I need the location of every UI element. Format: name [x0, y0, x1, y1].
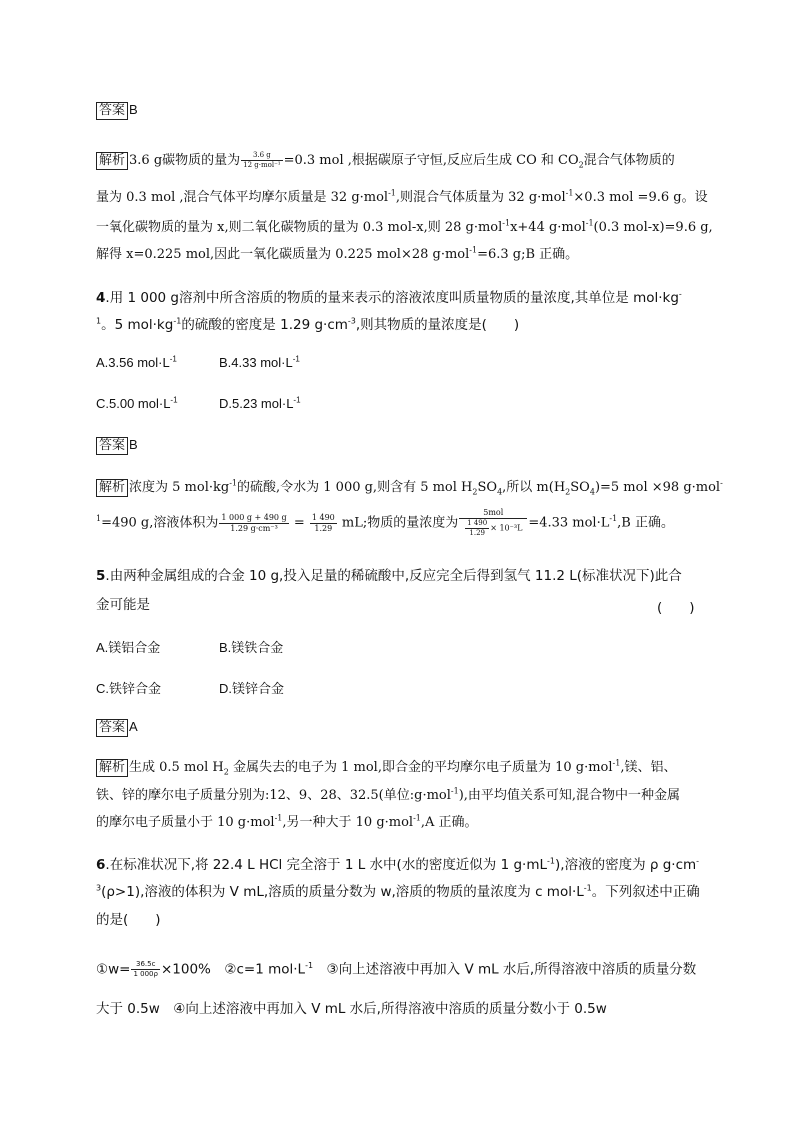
analysis-text: =490 g,溶液体积为	[101, 515, 219, 531]
statement-text: ③向上述溶液中再加入 V mL 水后,所得溶液中溶质的质量分数	[313, 961, 697, 978]
question-6-stem-line1: 6.在标准状况下,将 22.4 L HCl 完全溶于 1 L 水中(水的密度近似为 1 $g\cdot mL^{-1}$),溶液的密度为 ρ g·cm-	[96, 856, 700, 873]
option-a[interactable]: A.3.56 $mol\cdot L^{-1}$	[96, 354, 177, 370]
answer-label: 答案	[96, 437, 128, 455]
question-text: 的是( )	[96, 912, 161, 928]
fraction-numerator: 36.5c	[131, 960, 159, 970]
fraction-nested	[459, 508, 527, 538]
analysis-text: 浓度为 5 mol·kg	[129, 480, 230, 495]
analysis-text: ,所以 m(H	[502, 480, 566, 495]
analysis-text: SO	[477, 480, 498, 495]
analysis-text: (0.3 mol-x)=9.6 g,	[593, 220, 713, 235]
analysis-text: 混合气体物质的	[583, 153, 675, 168]
question-4-stem-line2: $^1$。5 $mol\cdot kg^{-1}$的硫酸的密度是 1.29 $g\cdot cm^{-3}$,则其物质的量浓度是( )	[96, 316, 520, 333]
answer-row-q3	[96, 101, 138, 120]
answer-row-q4	[96, 436, 138, 455]
question-6-statements-line2	[96, 1000, 607, 1018]
analysis-text: 一氧化碳物质的量为 x,则二氧化碳物质的量为 0.3 mol-x,则 28 g·mol	[96, 220, 503, 235]
question-text: (ρ>1),溶液的体积为 V mL,溶质的质量分数为 w,溶质的物质的量浓度为 c mol·L	[101, 884, 584, 900]
analysis-row-q4-line1: 解析 浓度为 5 $mol\cdot kg^{-1}$的硫酸,令水为 1 000 g,则含有 5 mol $H_2SO_4$,所以 $m(H_2SO_4)=5$ mol ×98 g·mol-	[96, 479, 723, 497]
analysis-text: 3.6 g碳物质的量为	[129, 153, 241, 168]
analysis-text: ×0.3 mol =9.6 g。设	[573, 190, 708, 205]
analysis-text: ,A 正确。	[420, 815, 478, 830]
option-d[interactable]: D.镁锌合金	[219, 681, 285, 696]
option-c[interactable]: C.5.00 $mol\cdot L^{-1}$	[96, 395, 178, 411]
question-4-stem-line1: 4.用 1 000 g溶剂中所含溶质的物质的量来表示的溶液浓度叫质量物质的量浓度,其单位是 mol·kg-	[96, 289, 682, 306]
answer-label: 答案	[96, 719, 128, 737]
analysis-text: 的摩尔电子质量小于 10 g·mol	[96, 815, 275, 830]
question-6-stem-line2: $^3$(ρ>1),溶液的体积为 V mL,溶质的质量分数为 w,溶质的物质的量浓度为 c $mol\cdot L^{-1}$。下列叙述中正确	[96, 883, 700, 900]
analysis-label: 解析	[96, 759, 128, 777]
answer-value: B	[129, 102, 138, 117]
analysis-text: 金属失去的电子为 1 mol,即合金的平均摩尔电子质量为 10 g·mol	[228, 760, 613, 775]
analysis-q3-line2: 量为 0.3 mol ,混合气体平均摩尔质量是 32 g·mol$^{-1}$,则混合气体质量为 32 g·mol$^{-1}$×0.3 mol =9.6 g。设	[96, 188, 708, 205]
analysis-text: x+44 g·mol	[510, 220, 586, 235]
answer-row-q5	[96, 718, 138, 737]
analysis-text: )=5 mol ×98 g·mol	[594, 480, 721, 495]
question-number: 6	[96, 857, 106, 873]
fraction-tail: × 10⁻³L	[490, 523, 523, 533]
fraction	[310, 513, 337, 534]
fraction-numerator: 1 490	[311, 512, 335, 522]
analysis-text: ,镁、铝、	[620, 760, 677, 775]
answer-blank: ( )	[657, 600, 695, 616]
fraction-numerator: 1 000 g + 490 g	[221, 512, 287, 522]
analysis-text: ,另一种大于 10 g·mol	[282, 815, 414, 830]
analysis-row-q3-line1: 解析 3.6 g碳物质的量为 $\frac{3.6 g}{\text{12 g·mol⁻¹}}$ =0.3 mol ,根据碳原子守恒,反应后生成 CO 和 $CO_2$混合气体物质的	[96, 151, 675, 170]
fraction	[219, 513, 288, 534]
analysis-text: =4.33 mol·L	[528, 515, 610, 531]
analysis-q5-line3: 的摩尔电子质量小于 10 g·mol$^{-1}$,另一种大于 10 g·mol$^{-1}$,A 正确。	[96, 813, 478, 830]
question-5-stem-line2	[96, 596, 150, 614]
question-text: ,则其物质的量浓度是( )	[355, 317, 520, 333]
statement-text: ×100% ②c=1 mol·L	[160, 961, 306, 978]
analysis-q3-line3: 一氧化碳物质的量为 x,则二氧化碳物质的量为 0.3 mol-x,则 28 g·mol$^{-1}$x+44 g·mol$^{-1}$(0.3 mol-x)=9.6 g,	[96, 218, 713, 235]
statement-text: ①w=	[96, 961, 131, 978]
option-text: B.4.33 mol·L	[219, 355, 293, 370]
analysis-text: =0.3 mol ,根据碳原子守恒,反应后生成 CO 和 CO	[283, 153, 579, 168]
option-d[interactable]: D.5.23 $mol\cdot L^{-1}$	[219, 395, 301, 411]
fraction-denominator: 1.29	[314, 523, 333, 533]
answer-value: B	[129, 437, 138, 452]
question-5-stem-line1	[96, 567, 682, 585]
fraction	[241, 151, 282, 170]
fraction-denominator: 1.29	[469, 529, 485, 537]
analysis-q5-line2: 铁、锌的摩尔电子质量分别为:12、9、28、32.5(单位:g·mol$^{-1}$),由平均值关系可知,混合物中一种金属	[96, 786, 681, 803]
fraction-denominator: 1.29 g·cm⁻³	[230, 523, 278, 533]
statement-text: 大于 0.5w ④向上述溶液中再加入 V mL 水后,所得溶液中溶质的质量分数小于 0.5w	[96, 1001, 607, 1017]
analysis-text: 铁、锌的摩尔电子质量分别为:12、9、28、32.5(单位:g·mol	[96, 788, 451, 803]
option-text: A.3.56 mol·L	[96, 355, 170, 370]
analysis-q4-line2: $^1$=490 g,溶液体积为 $\frac{1 000 g + 490 g}{\text{1.29 g·cm⁻³}}$ = $\frac{1 490}{1.29}$ mL;物质的量浓度为 5mol $\frac{1 490}{1.29}$ × 10⁻³L =4.33 $mol\cdot L^{-1},B$ 正确。	[96, 508, 674, 537]
fraction-numerator: 3.6 g	[241, 151, 282, 161]
option-text: D.5.23 mol·L	[219, 396, 294, 411]
fraction-denominator	[459, 519, 527, 538]
fraction-denominator: 1 000ρ	[133, 970, 158, 978]
option-text: C.5.00 mol·L	[96, 396, 171, 411]
question-number: 5	[96, 568, 106, 584]
question-text: 金可能是	[96, 597, 150, 613]
analysis-text: 的硫酸,令水为 1 000 g,则含有 5 mol H	[237, 480, 473, 495]
answer-value: A	[129, 719, 138, 734]
fraction-numerator: 1 490	[467, 519, 488, 527]
option-c[interactable]: C.铁锌合金	[96, 681, 162, 696]
question-6-stem-line3	[96, 911, 161, 929]
analysis-text: mL;物质的量浓度为	[341, 515, 459, 531]
question-text: ),溶液的密度为 ρ g·cm	[555, 857, 697, 873]
question-text: 的硫酸的密度是 1.29 g·cm	[181, 317, 348, 333]
fraction-numerator: 5mol	[459, 508, 527, 519]
analysis-text: SO	[570, 480, 590, 495]
analysis-q3-line4: 解得 x=0.225 mol,因此一氧化碳质量为 0.225 mol×28 g·mol$^{-1}$=6.3 g;B 正确。	[96, 245, 579, 262]
analysis-row-q5-line1: 解析 生成 0.5 mol $H_2$ 金属失去的电子为 1 mol,即合金的平均摩尔电子质量为 10 g·mol$^{-1}$,镁、铝、	[96, 759, 676, 777]
question-text: .在标准状况下,将 22.4 L HCl 完全溶于 1 L 水中(水的密度近似为 1 g·mL	[105, 857, 548, 873]
option-b[interactable]: B.4.33 $mol\cdot L^{-1}$	[219, 354, 300, 370]
fraction-denominator: 12 g·mol⁻¹	[243, 161, 281, 169]
question-text: .用 1 000 g溶剂中所含溶质的物质的量来表示的溶液浓度叫质量物质的量浓度,其单位是 mol·kg	[105, 290, 679, 306]
question-text: 。5 mol·kg	[101, 317, 174, 333]
fraction	[131, 960, 159, 979]
analysis-text: ),由平均值关系可知,混合物中一种金属	[458, 788, 681, 803]
question-number: 4	[96, 290, 106, 306]
analysis-text: 量为 0.3 mol ,混合气体平均摩尔质量是 32 g·mol	[96, 190, 389, 205]
analysis-text: 解得 x=0.225 mol,因此一氧化碳质量为 0.225 mol×28 g·mol	[96, 247, 470, 262]
answer-label: 答案	[96, 102, 128, 120]
analysis-label: 解析	[96, 479, 128, 497]
analysis-text: ,B 正确。	[617, 515, 674, 531]
inner-fraction	[465, 519, 489, 538]
option-a[interactable]: A.镁铝合金	[96, 640, 161, 655]
analysis-text: 生成 0.5 mol H	[129, 760, 224, 775]
analysis-text: =6.3 g;B 正确。	[477, 247, 579, 262]
analysis-text: ,则混合气体质量为 32 g·mol	[395, 190, 566, 205]
question-text: .由两种金属组成的合金 10 g,投入足量的稀硫酸中,反应完全后得到氢气 11.2 L(标准状况下)此合	[105, 568, 682, 584]
analysis-label: 解析	[96, 152, 128, 170]
question-text: 。下列叙述中正确	[591, 884, 700, 900]
question-6-statements-line1: ①w= $\frac{36.5c}{1 000\rho}$ ×100% ②c=1 $mol\cdot L^{-1}$ ③向上述溶液中再加入 V mL 水后,所得溶液中溶质的质量分数	[96, 960, 697, 978]
option-b[interactable]: B.镁铁合金	[219, 640, 284, 655]
